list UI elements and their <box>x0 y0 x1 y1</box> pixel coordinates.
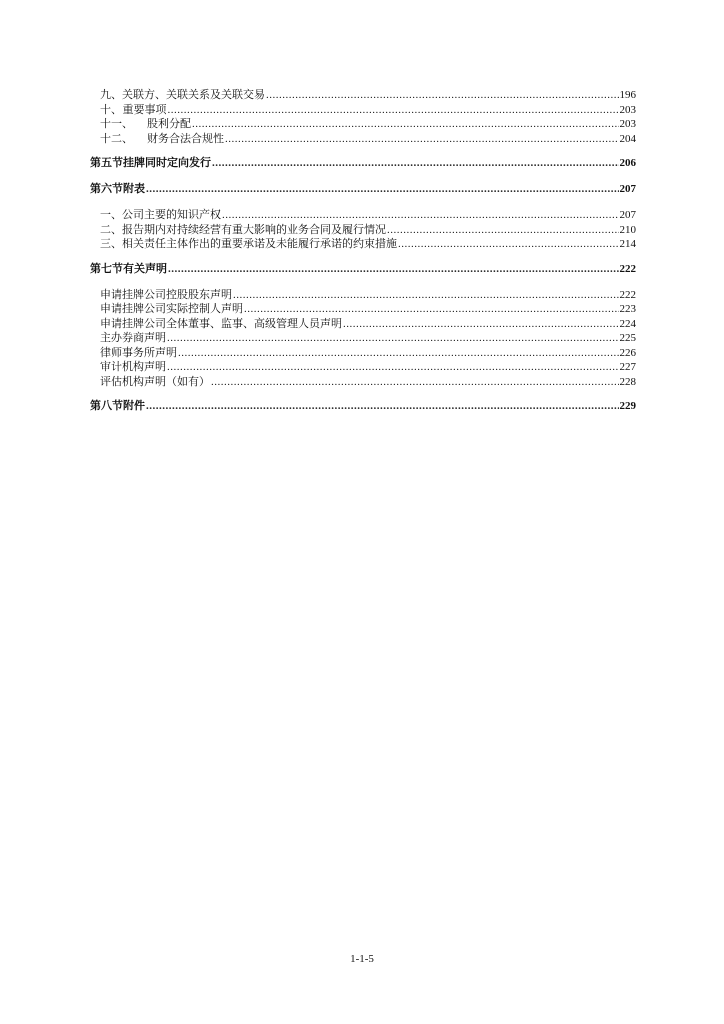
toc-entry-page: 227 <box>619 361 636 373</box>
toc-section-number: 第五节 <box>90 157 123 169</box>
dot-leader <box>168 103 619 117</box>
toc-entry-title: 主办券商声明 <box>100 332 166 344</box>
toc-section-5[interactable] <box>90 156 636 172</box>
toc-entry-number: 一、 <box>100 209 122 221</box>
dot-leader <box>225 132 619 146</box>
toc-entry-7-6[interactable] <box>90 360 636 375</box>
toc-entry-7-7[interactable] <box>90 375 636 390</box>
page-number: 1-1-5 <box>350 953 374 965</box>
dot-leader <box>387 223 619 237</box>
toc-entry-page: 226 <box>619 346 636 359</box>
toc-entry-12[interactable] <box>90 132 636 147</box>
toc-entry-page: 224 <box>619 317 636 330</box>
dot-leader <box>146 182 619 196</box>
toc-entry-title: 报告期内对持续经营有重大影响的业务合同及履行情况 <box>122 223 386 236</box>
toc-entry-title: 财务合法合规性 <box>147 132 224 145</box>
toc-entry-title: 申请挂牌公司实际控制人声明 <box>100 303 243 315</box>
dot-leader <box>167 360 619 374</box>
toc-entry-title: 公司主要的知识产权 <box>122 209 221 221</box>
toc-section-title: 附件 <box>123 400 145 412</box>
toc-entry-title: 审计机构声明 <box>100 361 166 373</box>
toc-entry-number: 九、 <box>100 89 122 101</box>
toc-entry-6-3[interactable] <box>90 237 636 252</box>
toc-section-page: 207 <box>619 183 636 195</box>
toc-entry-title: 律师事务所声明 <box>100 346 177 359</box>
dot-leader <box>168 262 619 276</box>
toc-section-8[interactable] <box>90 399 636 415</box>
toc-entry-page: 203 <box>619 118 636 130</box>
dot-leader <box>222 208 619 222</box>
toc-entry-page: 228 <box>619 375 636 388</box>
toc-entry-page: 204 <box>619 132 636 145</box>
toc-section-title: 有关声明 <box>123 262 167 275</box>
toc-entry-page: 222 <box>619 288 636 301</box>
toc-entry-page: 203 <box>619 103 636 116</box>
toc-entry-7-2[interactable] <box>90 302 636 317</box>
toc-entry-11[interactable] <box>90 117 636 132</box>
toc-entry-6-1[interactable] <box>90 208 636 223</box>
toc-entry-title: 关联方、关联关系及关联交易 <box>122 89 265 101</box>
toc-entry-page: 196 <box>619 89 636 101</box>
toc-section-7[interactable] <box>90 262 636 278</box>
dot-leader <box>266 88 619 102</box>
toc-entry-7-3[interactable] <box>90 317 636 332</box>
dot-leader <box>211 375 619 389</box>
toc-entry-title: 股利分配 <box>147 118 191 130</box>
dot-leader <box>398 237 619 251</box>
dot-leader <box>146 399 619 413</box>
toc-entry-title: 评估机构声明（如有） <box>100 375 210 388</box>
toc-entry-title: 申请挂牌公司全体董事、监事、高级管理人员声明 <box>100 317 342 330</box>
dot-leader <box>244 302 619 316</box>
toc-entry-page: 207 <box>619 209 636 221</box>
toc-entry-number: 十二、 <box>100 132 133 145</box>
toc-section-page: 206 <box>619 157 636 169</box>
toc-entry-title: 重要事项 <box>122 103 167 116</box>
toc-section-page: 229 <box>619 400 636 412</box>
dot-leader <box>343 317 619 331</box>
toc-entry-7-4[interactable] <box>90 331 636 346</box>
toc-section-number: 第六节 <box>90 183 123 195</box>
toc-entry-title: 申请挂牌公司控股股东声明 <box>100 288 232 301</box>
dot-leader <box>167 331 619 345</box>
toc-entry-page: 210 <box>619 223 636 236</box>
toc-entry-number: 二、 <box>100 223 122 236</box>
dot-leader <box>233 288 619 302</box>
toc-entry-page: 223 <box>619 303 636 315</box>
toc-entry-10[interactable] <box>90 103 636 118</box>
toc-entry-number: 十一、 <box>100 118 133 130</box>
dot-leader <box>192 117 619 131</box>
toc-entry-6-2[interactable] <box>90 223 636 238</box>
toc-entry-7-1[interactable] <box>90 288 636 303</box>
toc-section-number: 第七节 <box>90 262 123 275</box>
toc-section-6[interactable] <box>90 182 636 198</box>
toc-entry-page: 225 <box>619 332 636 344</box>
toc-section-number: 第八节 <box>90 400 123 412</box>
toc-entry-9[interactable] <box>90 88 636 103</box>
dot-leader <box>212 156 619 170</box>
dot-leader <box>178 346 619 360</box>
toc-entry-7-5[interactable] <box>90 346 636 361</box>
toc-section-page: 222 <box>619 262 636 275</box>
toc-section-title: 挂牌同时定向发行 <box>123 157 211 169</box>
table-of-contents <box>90 88 636 415</box>
toc-section-title: 附表 <box>123 183 145 195</box>
toc-entry-page: 214 <box>619 238 636 250</box>
toc-entry-number: 三、 <box>100 238 122 250</box>
toc-entry-title: 相关责任主体作出的重要承诺及未能履行承诺的约束措施 <box>122 238 397 250</box>
toc-entry-number: 十、 <box>100 103 122 116</box>
